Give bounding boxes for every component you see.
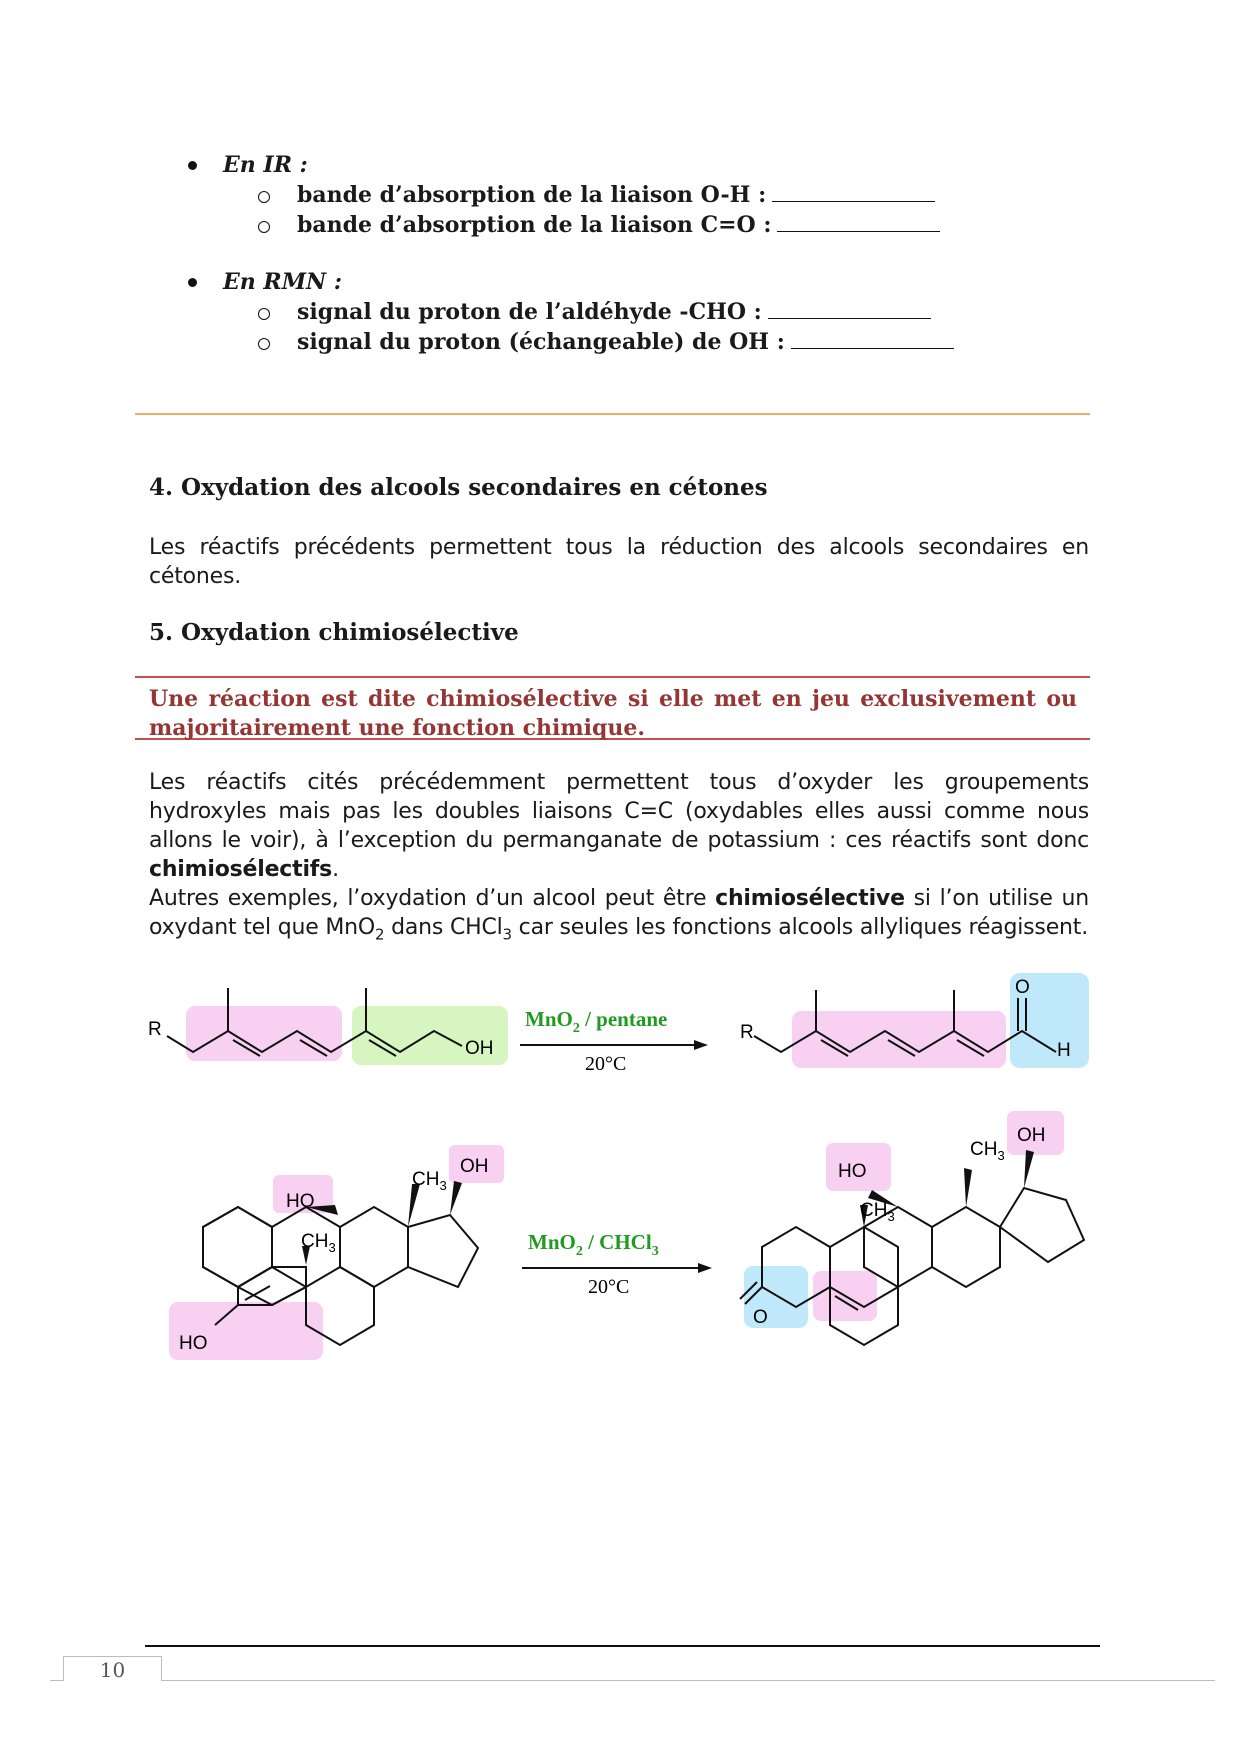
reaction-1-scheme — [0, 960, 1240, 1090]
section5-title: 5. Oxydation chimiosélective — [149, 619, 519, 646]
definition-text: Une réaction est dite chimiosélective si elle met en jeu exclusivement ou majoritairement une fonction chimique. — [149, 686, 1077, 741]
r-group-label: R — [740, 1022, 754, 1043]
reagent-label: MnO$_2$ / CHCl$_3$ — [528, 1230, 659, 1259]
c18-methyl-label: $CH_3$ — [970, 1139, 1005, 1163]
reaction-2-scheme — [0, 1100, 1240, 1370]
ir-block — [180, 150, 940, 240]
section4-title: 4. Oxydation des alcools secondaires en cétones — [149, 474, 768, 501]
c11-hydroxyl-label: HO — [286, 1191, 315, 1212]
sub-bullet-icon — [258, 338, 270, 350]
c18-methyl-label: $CH_3$ — [412, 1169, 447, 1193]
arrow-head-icon — [698, 1263, 712, 1273]
wedge-bond-icon — [450, 1181, 462, 1215]
bold-term: chimiosélectifs — [149, 857, 333, 882]
diene-highlight-left — [186, 1006, 342, 1061]
ir-item-co: bande d’absorption de la liaison C=O : — [180, 210, 940, 240]
sub-bullet-icon — [258, 221, 270, 233]
footer-grey-line — [50, 1680, 1215, 1681]
carbonyl-oxygen-label: O — [1015, 977, 1030, 998]
ir-heading: En IR : — [180, 150, 940, 180]
sub-bullet-icon — [258, 308, 270, 320]
ir-item-oh: bande d’absorption de la liaison O-H : — [180, 180, 940, 210]
rmn-item-cho: signal du proton de l’aldéhyde -CHO : — [180, 297, 954, 327]
answer-blank[interactable] — [768, 300, 931, 319]
wedge-bond-icon — [408, 1184, 420, 1227]
c3-hydroxyl-label: HO — [179, 1333, 208, 1354]
wedge-bond-icon — [964, 1168, 972, 1207]
wedge-bond-icon — [1024, 1150, 1034, 1188]
aldehyde-hydrogen-label: H — [1057, 1040, 1071, 1061]
answer-blank[interactable] — [772, 183, 935, 202]
answer-blank[interactable] — [777, 213, 940, 232]
arrow-head-icon — [694, 1040, 708, 1050]
reagent-label: MnO$_2$ / pentane — [525, 1007, 668, 1036]
temperature-label: 20°C — [585, 1053, 627, 1075]
bullet-icon — [188, 278, 197, 287]
rmn-item-oh: signal du proton (échangeable) de OH : — [180, 327, 954, 357]
c19-methyl-label: $CH_3$ — [301, 1231, 336, 1255]
footer-rule — [145, 1645, 1100, 1647]
answer-blank[interactable] — [791, 330, 954, 349]
hydroxyl-label: OH — [465, 1038, 494, 1059]
c17-hydroxyl-label: OH — [460, 1156, 489, 1177]
temperature-label: 20°C — [588, 1276, 630, 1298]
rmn-block — [180, 267, 954, 357]
c19-methyl-label: $CH_3$ — [860, 1200, 895, 1224]
rmn-heading: En RMN : — [180, 267, 954, 297]
bold-term: chimiosélective — [715, 886, 905, 911]
section4-body: Les réactifs précédents permettent tous la réduction des alcools secondaires en cétones. — [149, 535, 1089, 589]
section-divider — [135, 413, 1090, 415]
definition-box — [135, 676, 1090, 740]
reactant-ring-a — [203, 1207, 272, 1287]
sub-bullet-icon — [258, 191, 270, 203]
section5-paragraph-1: Les réactifs cités précédemment permettent tous d’oxyder les groupements hydroxyles mais pas les doubles liaisons C=C (oxydables elles aussi comme nous allons le voir), à l’exception du permanganate de potassium : ces réactifs sont donc chimiosélectifs. — [149, 770, 1089, 882]
page-number: 10 — [63, 1656, 162, 1681]
ketone-oxygen-label: O — [753, 1307, 768, 1328]
c11-hydroxyl-label: HO — [838, 1161, 867, 1182]
r-group-label: R — [148, 1019, 162, 1040]
section5-paragraph-2: Autres exemples, l’oxydation d’un alcool peut être chimiosélective si l’on utilise un oxydant tel que MnO$_2$ dans CHCl$_3$ car seules les fonctions alcools allyliques réagissent. — [149, 886, 1089, 944]
c17-hydroxyl-label: OH — [1017, 1125, 1046, 1146]
bullet-icon — [188, 161, 197, 170]
